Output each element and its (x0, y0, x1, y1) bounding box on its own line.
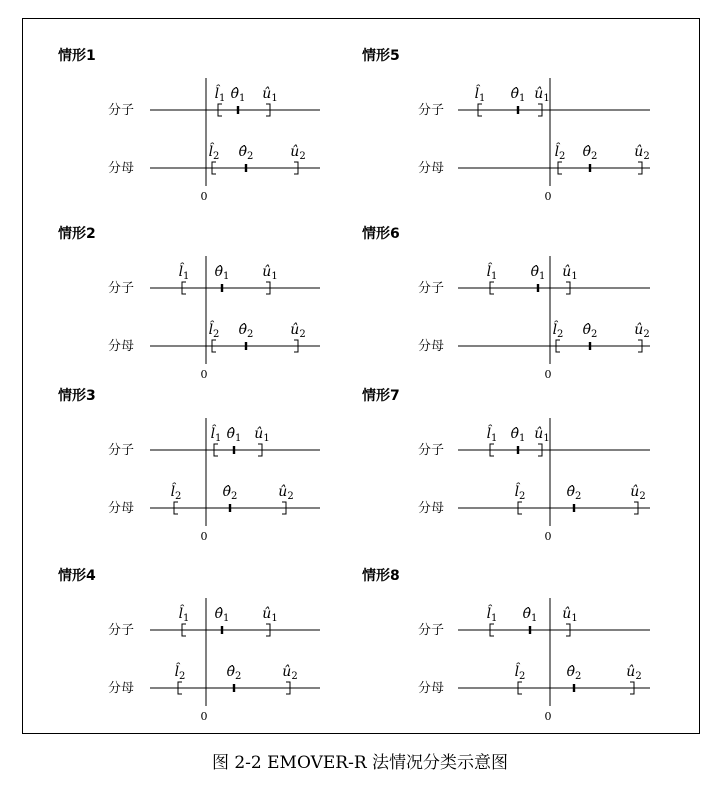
lower-bound-label: $l̂_1$ (178, 264, 190, 282)
upper-bound-label: $û_1$ (562, 264, 578, 282)
zero-label: 0 (200, 190, 208, 203)
upper-bound-label: $û_1$ (534, 86, 550, 104)
case-title: 情形3 (58, 388, 96, 404)
row-label-numerator: 分子 (418, 623, 445, 638)
zero-label: 0 (200, 368, 208, 381)
estimate-label: $\thetâ_1$ (530, 264, 546, 282)
estimate-label: $\thetâ_2$ (222, 484, 238, 502)
upper-bound-label: $û_1$ (262, 264, 278, 282)
case-title: 情形4 (58, 568, 96, 584)
row-label-numerator: 分子 (108, 281, 135, 296)
lower-bound-label: $l̂_2$ (174, 664, 186, 682)
lower-bound-label: $l̂_1$ (486, 606, 498, 624)
lower-bound-label: $l̂_2$ (554, 144, 566, 162)
lower-bound-label: $l̂_1$ (210, 426, 222, 444)
estimate-label: $\thetâ_2$ (238, 144, 254, 162)
estimate-label: $\thetâ_2$ (566, 664, 582, 682)
estimate-label: $\thetâ_2$ (582, 322, 598, 340)
row-label-numerator: 分子 (418, 443, 445, 458)
lower-bound-label: $l̂_2$ (208, 322, 220, 340)
zero-label: 0 (200, 530, 208, 543)
lower-bound-label: $l̂_2$ (514, 664, 526, 682)
zero-label: 0 (544, 190, 552, 203)
zero-label: 0 (544, 368, 552, 381)
lower-bound-label: $l̂_2$ (552, 322, 564, 340)
row-label-numerator: 分子 (108, 103, 135, 118)
upper-bound-label: $û_1$ (534, 426, 550, 444)
upper-bound-label: $û_1$ (562, 606, 578, 624)
lower-bound-label: $l̂_1$ (178, 606, 190, 624)
row-label-denominator: 分母 (418, 501, 445, 516)
row-label-denominator: 分母 (418, 161, 445, 176)
zero-label: 0 (544, 710, 552, 723)
estimate-label: $\thetâ_2$ (582, 144, 598, 162)
case-title: 情形5 (362, 48, 400, 64)
upper-bound-label: $û_2$ (626, 664, 642, 682)
lower-bound-label: $l̂_1$ (486, 426, 498, 444)
lower-bound-label: $l̂_2$ (514, 484, 526, 502)
row-label-numerator: 分子 (108, 623, 135, 638)
estimate-label: $\thetâ_1$ (214, 264, 230, 282)
upper-bound-label: $û_2$ (278, 484, 294, 502)
lower-bound-label: $l̂_1$ (474, 86, 486, 104)
row-label-numerator: 分子 (418, 103, 445, 118)
row-label-denominator: 分母 (418, 681, 445, 696)
row-label-denominator: 分母 (108, 161, 135, 176)
lower-bound-label: $l̂_1$ (214, 86, 226, 104)
lower-bound-label: $l̂_2$ (170, 484, 182, 502)
zero-label: 0 (200, 710, 208, 723)
case-title: 情形1 (58, 48, 96, 64)
row-label-denominator: 分母 (108, 501, 135, 516)
estimate-label: $\thetâ_2$ (226, 664, 242, 682)
upper-bound-label: $û_2$ (290, 322, 306, 340)
lower-bound-label: $l̂_2$ (208, 144, 220, 162)
upper-bound-label: $û_2$ (634, 144, 650, 162)
case-title: 情形7 (362, 388, 400, 404)
row-label-denominator: 分母 (418, 339, 445, 354)
lower-bound-label: $l̂_1$ (486, 264, 498, 282)
figure-caption: 图 2-2 EMOVER-R 法情况分类示意图 (211, 753, 509, 773)
estimate-label: $\thetâ_1$ (226, 426, 242, 444)
upper-bound-label: $û_2$ (630, 484, 646, 502)
case-title: 情形2 (58, 226, 96, 242)
case-title: 情形6 (362, 226, 400, 242)
upper-bound-label: $û_1$ (262, 606, 278, 624)
row-label-denominator: 分母 (108, 681, 135, 696)
upper-bound-label: $û_1$ (262, 86, 278, 104)
estimate-label: $\thetâ_2$ (238, 322, 254, 340)
estimate-label: $\thetâ_1$ (510, 86, 526, 104)
zero-label: 0 (544, 530, 552, 543)
upper-bound-label: $û_2$ (290, 144, 306, 162)
upper-bound-label: $û_1$ (254, 426, 270, 444)
row-label-numerator: 分子 (108, 443, 135, 458)
estimate-label: $\thetâ_2$ (566, 484, 582, 502)
estimate-label: $\thetâ_1$ (510, 426, 526, 444)
upper-bound-label: $û_2$ (634, 322, 650, 340)
estimate-label: $\thetâ_1$ (522, 606, 538, 624)
upper-bound-label: $û_2$ (282, 664, 298, 682)
row-label-numerator: 分子 (418, 281, 445, 296)
row-label-denominator: 分母 (108, 339, 135, 354)
estimate-label: $\thetâ_1$ (214, 606, 230, 624)
case-title: 情形8 (362, 568, 400, 584)
estimate-label: $\thetâ_1$ (230, 86, 246, 104)
